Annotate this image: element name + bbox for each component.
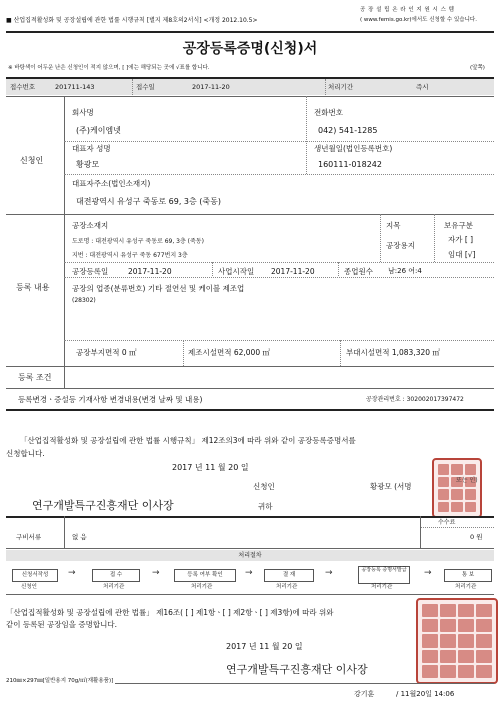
applicant-signature-name: 황광모 (서명 bbox=[370, 482, 412, 491]
registration-section-label: 등록 내용 bbox=[16, 283, 50, 292]
start-date-value: 2017-11-20 bbox=[271, 267, 315, 276]
step-box-issue: 공장등록 증명서발급 bbox=[358, 566, 410, 584]
application-date: 2017 년 11 월 20 일 bbox=[172, 463, 249, 472]
step-actor: 처리기관 bbox=[455, 584, 477, 590]
ownership-own-option: 자가 [ ] bbox=[448, 235, 474, 244]
notice-text: ※ 바탕색이 어두운 난은 신청인이 적지 않으며, [ ]에는 해당되는 곳에 √표를 합니다. bbox=[8, 65, 210, 71]
procedure-title: 처리절차 bbox=[238, 552, 262, 559]
receipt-date-value: 2017-11-20 bbox=[192, 83, 230, 91]
birth-value: 160111-018242 bbox=[318, 160, 382, 169]
addressee-authority: 연구개발특구진흥재단 이사장 bbox=[32, 499, 174, 512]
receipt-no-label: 접수번호 bbox=[10, 83, 36, 91]
page-side-label: (앞쪽) bbox=[470, 65, 485, 71]
applicant-caption: 신청인 bbox=[253, 482, 275, 491]
online-system-name: 공 장 설 립 온 라 인 지 원 시 스 템 bbox=[360, 7, 455, 13]
law-reference: ■ 산업집적활성화 및 공장설립에 관한 법률 시행규칙 [별지 제8호의2서식] <개정 2012.10.5> bbox=[6, 17, 258, 24]
statement-line-1: 「산업집적활성화 및 공장설립에 관한 법률 시행규칙」 제12조의3에 따라 위와 같이 공장등록증명서를 bbox=[20, 436, 356, 445]
document-title: 공장등록증명(신청)서 bbox=[182, 41, 318, 57]
certification-line-2: 같이 등록된 공장임을 증명합니다. bbox=[6, 620, 117, 629]
receipt-no-value: 201711-143 bbox=[55, 83, 95, 91]
step-actor: 처리기관 bbox=[103, 584, 125, 590]
paper-spec: 210㎜×297㎜[일반용지 70g/㎡(재활용품)] bbox=[6, 678, 114, 684]
arrow-right-icon: → bbox=[152, 568, 160, 578]
step-box-receive: 접 수 bbox=[92, 569, 140, 582]
phone-label: 전화번호 bbox=[314, 108, 343, 117]
lot-address: 지번 : 대전광역시 유성구 죽동 677번지 3층 bbox=[72, 252, 188, 259]
registration-date-label: 공장등록일 bbox=[72, 267, 109, 276]
arrow-right-icon: → bbox=[325, 568, 333, 578]
auxiliary-area: 부대시설면적 1,083,320 ㎡ bbox=[346, 348, 440, 357]
industry-value: 공장의 업종(분류번호) 기타 절연선 및 케이블 제조업 bbox=[72, 284, 245, 293]
factory-management-number: 공장관리번호 : 302002017397472 bbox=[366, 396, 464, 403]
land-category-value: 공장용지 bbox=[386, 241, 415, 250]
location-label: 공장소재지 bbox=[72, 221, 109, 230]
applicant-seal bbox=[432, 458, 482, 518]
header-rule bbox=[6, 31, 494, 33]
printed-timestamp: / 11월20일 14:06 bbox=[396, 690, 455, 698]
address-label: 대표자주소(법인소재지) bbox=[72, 179, 151, 188]
arrow-right-icon: → bbox=[245, 568, 253, 578]
certification-line-1: 「산업집적활성화 및 공장설립에 관한 법률」 제16조( [ ] 제1항ㆍ[ ] 제2항ㆍ[ ] 제3항)에 따라 위와 bbox=[6, 608, 334, 617]
period-label: 처리기간 bbox=[328, 83, 354, 91]
step-box-notify: 통 보 bbox=[444, 569, 492, 582]
step-box-approve: 결 재 bbox=[264, 569, 314, 582]
online-system-url: ( www.femis.go.kr)에서도 신청할 수 있습니다. bbox=[360, 17, 477, 23]
applicant-signature-suffix: 또는 인) bbox=[456, 477, 478, 484]
receipt-date-label: 접수일 bbox=[136, 83, 155, 91]
statement-line-2: 신청합니다. bbox=[6, 449, 45, 458]
ownership-lease-option: 임대 [√] bbox=[448, 250, 476, 259]
land-category-label: 지목 bbox=[386, 221, 401, 230]
manufacturing-area: 제조시설면적 62,000 ㎡ bbox=[188, 348, 270, 357]
applicant-section-label: 신청인 bbox=[20, 156, 44, 165]
start-date-label: 사업시작일 bbox=[218, 267, 255, 276]
step-actor: 처리기관 bbox=[191, 584, 213, 590]
fee-value: 0 원 bbox=[470, 533, 483, 541]
step-box-write: 신청서작성 bbox=[12, 569, 58, 582]
employees-label: 종업원수 bbox=[344, 267, 373, 276]
representative-value: 황광모 bbox=[76, 160, 100, 169]
company-value: (주)케이엠넷 bbox=[76, 126, 121, 135]
step-actor: 처리기관 bbox=[371, 584, 393, 590]
registration-date-value: 2017-11-20 bbox=[128, 267, 172, 276]
step-actor: 신청인 bbox=[21, 584, 37, 590]
phone-value: 042) 541-1285 bbox=[318, 126, 378, 135]
birth-label: 생년월일(법인등록번호) bbox=[314, 144, 393, 153]
conditions-label: 등록 조건 bbox=[18, 373, 52, 382]
step-box-check: 등록 여부 확인 bbox=[174, 569, 236, 582]
address-value: 대전광역시 유성구 죽동로 69, 3층 (죽동) bbox=[76, 197, 221, 206]
changes-label: 등록변경ㆍ증설등 기재사항 변경내용(변경 날짜 및 내용) bbox=[18, 395, 203, 404]
representative-label: 대표자 성명 bbox=[72, 144, 111, 153]
step-actor: 처리기관 bbox=[276, 584, 298, 590]
company-label: 회사명 bbox=[72, 108, 94, 117]
arrow-right-icon: → bbox=[68, 568, 76, 578]
ownership-label: 보유구분 bbox=[444, 221, 473, 230]
documents-label: 구비서류 bbox=[16, 533, 42, 541]
fee-label: 수수료 bbox=[438, 519, 456, 526]
printed-by-user: 강기훈 bbox=[354, 690, 375, 698]
certifying-authority: 연구개발특구진흥재단 이사장 bbox=[226, 663, 368, 676]
industry-code: (28302) bbox=[72, 297, 96, 304]
certification-date: 2017 년 11 월 20 일 bbox=[226, 642, 303, 651]
addressee-suffix: 귀하 bbox=[258, 502, 273, 511]
authority-official-seal bbox=[416, 598, 498, 684]
road-address: 도로명 : 대전광역시 유성구 죽동로 69, 3층 (죽동) bbox=[72, 238, 204, 245]
employees-value: 남:26 여:4 bbox=[388, 267, 422, 275]
arrow-right-icon: → bbox=[424, 568, 432, 578]
period-value: 즉시 bbox=[416, 83, 429, 91]
documents-value: 없 음 bbox=[72, 533, 87, 541]
land-area: 공장부지면적 0 ㎡ bbox=[76, 348, 137, 357]
